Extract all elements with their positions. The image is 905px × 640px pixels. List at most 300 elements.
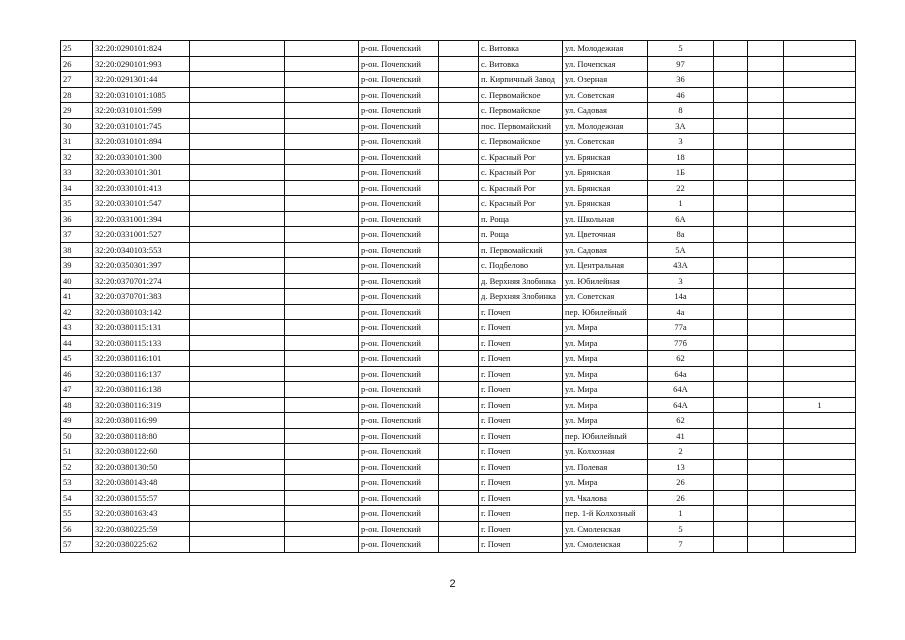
empty-cell [285,41,359,57]
extra-value-cell [784,506,856,522]
empty-cell [748,87,784,103]
locality-cell: г. Почеп [479,428,563,444]
house-number-cell: 13 [648,459,714,475]
cadastral-number-cell: 32:20:0380155:57 [93,490,190,506]
empty-cell [190,56,285,72]
locality-cell: с. Красный Рог [479,149,563,165]
empty-cell [714,165,748,181]
table-row [61,87,856,103]
empty-cell [439,475,479,491]
cadastral-number-cell: 32:20:0350301:397 [93,258,190,274]
empty-cell [190,165,285,181]
house-number-cell: 6А [648,211,714,227]
empty-cell [285,537,359,553]
empty-cell [439,506,479,522]
empty-cell [439,227,479,243]
house-number-cell: 2 [648,444,714,460]
row-number-cell: 45 [61,351,93,367]
locality-cell: с. Витовка [479,56,563,72]
empty-cell [285,521,359,537]
district-cell: р-он. Почепский [359,258,439,274]
empty-cell [285,459,359,475]
extra-value-cell [784,242,856,258]
empty-cell [285,149,359,165]
empty-cell [714,196,748,212]
empty-cell [439,103,479,119]
row-number-cell: 50 [61,428,93,444]
locality-cell: п. Роща [479,227,563,243]
empty-cell [285,335,359,351]
cadastral-number-cell: 32:20:0380115:133 [93,335,190,351]
empty-cell [439,211,479,227]
empty-cell [748,149,784,165]
street-cell: ул. Юбилейная [563,273,648,289]
row-number-cell: 28 [61,87,93,103]
locality-cell: г. Почеп [479,320,563,336]
cadastral-number-cell: 32:20:0380130:50 [93,459,190,475]
street-cell: ул. Мира [563,320,648,336]
extra-value-cell [784,289,856,305]
table-row [61,227,856,243]
extra-value-cell [784,41,856,57]
empty-cell [748,273,784,289]
district-cell: р-он. Почепский [359,397,439,413]
empty-cell [190,211,285,227]
extra-value-cell [784,134,856,150]
table-row [61,459,856,475]
table-row [61,258,856,274]
empty-cell [285,351,359,367]
empty-cell [748,428,784,444]
house-number-cell: 43А [648,258,714,274]
locality-cell: с. Красный Рог [479,180,563,196]
empty-cell [439,196,479,212]
table-row [61,506,856,522]
house-number-cell: 46 [648,87,714,103]
empty-cell [439,87,479,103]
empty-cell [748,413,784,429]
street-cell: ул. Брянская [563,196,648,212]
empty-cell [285,273,359,289]
empty-cell [748,506,784,522]
empty-cell [439,165,479,181]
empty-cell [714,41,748,57]
district-cell: р-он. Почепский [359,196,439,212]
row-number-cell: 38 [61,242,93,258]
locality-cell: с. Первомайское [479,134,563,150]
empty-cell [748,242,784,258]
house-number-cell: 64А [648,397,714,413]
locality-cell: с. Первомайское [479,103,563,119]
cadastral-number-cell: 32:20:0290101:993 [93,56,190,72]
extra-value-cell [784,211,856,227]
house-number-cell: 1 [648,506,714,522]
cadastral-number-cell: 32:20:0330101:547 [93,196,190,212]
cadastral-number-cell: 32:20:0380163:43 [93,506,190,522]
empty-cell [285,227,359,243]
street-cell: ул. Полевая [563,459,648,475]
locality-cell: г. Почеп [479,521,563,537]
street-cell: ул. Смоленская [563,521,648,537]
empty-cell [748,72,784,88]
house-number-cell: 3А [648,118,714,134]
empty-cell [285,289,359,305]
empty-cell [439,382,479,398]
empty-cell [748,196,784,212]
empty-cell [439,56,479,72]
empty-cell [190,506,285,522]
house-number-cell: 18 [648,149,714,165]
row-number-cell: 34 [61,180,93,196]
extra-value-cell [784,103,856,119]
extra-value-cell [784,227,856,243]
row-number-cell: 55 [61,506,93,522]
empty-cell [285,413,359,429]
table-row [61,273,856,289]
empty-cell [714,242,748,258]
table-row [61,118,856,134]
table-row [61,103,856,119]
extra-value-cell [784,475,856,491]
street-cell: ул. Брянская [563,149,648,165]
empty-cell [748,521,784,537]
street-cell: ул. Молодежная [563,41,648,57]
cadastral-number-cell: 32:20:0290101:824 [93,41,190,57]
empty-cell [190,397,285,413]
district-cell: р-он. Почепский [359,320,439,336]
empty-cell [748,490,784,506]
district-cell: р-он. Почепский [359,459,439,475]
table-row [61,490,856,506]
empty-cell [285,506,359,522]
district-cell: р-он. Почепский [359,103,439,119]
empty-cell [285,56,359,72]
empty-cell [190,196,285,212]
row-number-cell: 29 [61,103,93,119]
cadastral-number-cell: 32:20:0330101:300 [93,149,190,165]
row-number-cell: 36 [61,211,93,227]
locality-cell: с. Первомайское [479,87,563,103]
empty-cell [190,134,285,150]
empty-cell [714,103,748,119]
empty-cell [439,413,479,429]
empty-cell [748,397,784,413]
cadastral-number-cell: 32:20:0380116:137 [93,366,190,382]
empty-cell [190,87,285,103]
table-row [61,320,856,336]
house-number-cell: 77б [648,335,714,351]
street-cell: ул. Смоленская [563,537,648,553]
empty-cell [714,521,748,537]
locality-cell: с. Красный Рог [479,165,563,181]
district-cell: р-он. Почепский [359,304,439,320]
row-number-cell: 41 [61,289,93,305]
locality-cell: д. Верхняя Злобинка [479,273,563,289]
extra-value-cell [784,490,856,506]
table-row [61,366,856,382]
empty-cell [439,118,479,134]
locality-cell: г. Почеп [479,335,563,351]
cadastral-number-cell: 32:20:0370701:383 [93,289,190,305]
empty-cell [748,134,784,150]
district-cell: р-он. Почепский [359,335,439,351]
cadastral-number-cell: 32:20:0291301:44 [93,72,190,88]
empty-cell [714,304,748,320]
cadastral-number-cell: 32:20:0310101:599 [93,103,190,119]
empty-cell [285,242,359,258]
locality-cell: с. Подбелово [479,258,563,274]
empty-cell [748,56,784,72]
street-cell: ул. Советская [563,134,648,150]
empty-cell [714,506,748,522]
house-number-cell: 62 [648,351,714,367]
empty-cell [190,273,285,289]
extra-value-cell [784,180,856,196]
district-cell: р-он. Почепский [359,428,439,444]
empty-cell [714,444,748,460]
district-cell: р-он. Почепский [359,490,439,506]
district-cell: р-он. Почепский [359,180,439,196]
empty-cell [439,459,479,475]
empty-cell [714,134,748,150]
extra-value-cell [784,459,856,475]
extra-value-cell [784,521,856,537]
table-row [61,537,856,553]
district-cell: р-он. Почепский [359,289,439,305]
district-cell: р-он. Почепский [359,118,439,134]
cadastral-number-cell: 32:20:0380122:60 [93,444,190,460]
empty-cell [190,490,285,506]
street-cell: ул. Садовая [563,103,648,119]
street-cell: ул. Брянская [563,180,648,196]
row-number-cell: 39 [61,258,93,274]
street-cell: ул. Брянская [563,165,648,181]
empty-cell [439,335,479,351]
empty-cell [714,320,748,336]
empty-cell [439,444,479,460]
district-cell: р-он. Почепский [359,382,439,398]
extra-value-cell [784,165,856,181]
cadastral-number-cell: 32:20:0331001:527 [93,227,190,243]
extra-value-cell [784,304,856,320]
empty-cell [190,475,285,491]
empty-cell [439,320,479,336]
empty-cell [285,211,359,227]
empty-cell [748,366,784,382]
street-cell: ул. Советская [563,289,648,305]
empty-cell [714,475,748,491]
empty-cell [748,351,784,367]
street-cell: ул. Чкалова [563,490,648,506]
house-number-cell: 22 [648,180,714,196]
empty-cell [439,351,479,367]
table-row [61,335,856,351]
row-number-cell: 53 [61,475,93,491]
district-cell: р-он. Почепский [359,537,439,553]
cadastral-number-cell: 32:20:0380116:138 [93,382,190,398]
empty-cell [748,459,784,475]
row-number-cell: 25 [61,41,93,57]
empty-cell [714,56,748,72]
empty-cell [190,258,285,274]
house-number-cell: 8 [648,103,714,119]
district-cell: р-он. Почепский [359,87,439,103]
district-cell: р-он. Почепский [359,506,439,522]
street-cell: ул. Колхозная [563,444,648,460]
locality-cell: п. Первомайский [479,242,563,258]
table-row [61,382,856,398]
extra-value-cell [784,413,856,429]
cadastral-number-cell: 32:20:0380118:80 [93,428,190,444]
table-row [61,428,856,444]
empty-cell [748,537,784,553]
house-number-cell: 14а [648,289,714,305]
empty-cell [439,149,479,165]
row-number-cell: 51 [61,444,93,460]
locality-cell: г. Почеп [479,444,563,460]
extra-value-cell [784,335,856,351]
house-number-cell: 5 [648,41,714,57]
empty-cell [285,490,359,506]
empty-cell [190,366,285,382]
table-row [61,397,856,413]
table-row [61,475,856,491]
house-number-cell: 26 [648,475,714,491]
empty-cell [190,72,285,88]
extra-value-cell [784,258,856,274]
locality-cell: г. Почеп [479,351,563,367]
street-cell: ул. Цветочная [563,227,648,243]
house-number-cell: 97 [648,56,714,72]
empty-cell [439,258,479,274]
district-cell: р-он. Почепский [359,72,439,88]
street-cell: ул. Мира [563,351,648,367]
locality-cell: г. Почеп [479,397,563,413]
empty-cell [285,118,359,134]
empty-cell [285,320,359,336]
empty-cell [285,304,359,320]
empty-cell [439,134,479,150]
empty-cell [714,366,748,382]
row-number-cell: 43 [61,320,93,336]
empty-cell [714,72,748,88]
district-cell: р-он. Почепский [359,413,439,429]
extra-value-cell [784,72,856,88]
empty-cell [190,304,285,320]
extra-value-cell [784,382,856,398]
extra-value-cell [784,351,856,367]
cadastral-number-cell: 32:20:0331001:394 [93,211,190,227]
house-number-cell: 3 [648,273,714,289]
empty-cell [190,413,285,429]
house-number-cell: 64а [648,366,714,382]
street-cell: ул. Мира [563,366,648,382]
empty-cell [439,273,479,289]
empty-cell [714,180,748,196]
cadastral-number-cell: 32:20:0330101:301 [93,165,190,181]
row-number-cell: 37 [61,227,93,243]
row-number-cell: 33 [61,165,93,181]
empty-cell [748,335,784,351]
empty-cell [285,397,359,413]
table-row [61,211,856,227]
empty-cell [748,320,784,336]
locality-cell: г. Почеп [479,382,563,398]
row-number-cell: 32 [61,149,93,165]
empty-cell [439,289,479,305]
row-number-cell: 49 [61,413,93,429]
cadastral-number-cell: 32:20:0380143:48 [93,475,190,491]
empty-cell [714,335,748,351]
empty-cell [285,72,359,88]
cadastral-number-cell: 32:20:0380116:101 [93,351,190,367]
empty-cell [439,490,479,506]
page-number: 2 [449,578,456,590]
row-number-cell: 54 [61,490,93,506]
table-row [61,289,856,305]
empty-cell [190,227,285,243]
extra-value-cell: 1 [784,397,856,413]
row-number-cell: 30 [61,118,93,134]
empty-cell [748,258,784,274]
empty-cell [285,165,359,181]
street-cell: ул. Центральная [563,258,648,274]
table-row [61,41,856,57]
empty-cell [285,428,359,444]
empty-cell [714,258,748,274]
row-number-cell: 31 [61,134,93,150]
empty-cell [190,428,285,444]
empty-cell [190,444,285,460]
row-number-cell: 26 [61,56,93,72]
extra-value-cell [784,273,856,289]
cadastral-number-cell: 32:20:0330101:413 [93,180,190,196]
street-cell: ул. Мира [563,382,648,398]
table-row [61,521,856,537]
table-row [61,56,856,72]
empty-cell [439,41,479,57]
district-cell: р-он. Почепский [359,227,439,243]
empty-cell [190,149,285,165]
empty-cell [748,444,784,460]
empty-cell [190,242,285,258]
empty-cell [714,413,748,429]
row-number-cell: 56 [61,521,93,537]
table-row [61,242,856,258]
house-number-cell: 41 [648,428,714,444]
empty-cell [285,258,359,274]
empty-cell [190,351,285,367]
empty-cell [285,366,359,382]
house-number-cell: 4а [648,304,714,320]
empty-cell [714,351,748,367]
row-number-cell: 44 [61,335,93,351]
house-number-cell: 3 [648,134,714,150]
table-row [61,134,856,150]
empty-cell [714,211,748,227]
table-row [61,196,856,212]
empty-cell [748,103,784,119]
street-cell: ул. Мира [563,397,648,413]
empty-cell [190,180,285,196]
empty-cell [439,72,479,88]
locality-cell: с. Витовка [479,41,563,57]
house-number-cell: 36 [648,72,714,88]
empty-cell [190,103,285,119]
street-cell: ул. Почепская [563,56,648,72]
house-number-cell: 1Б [648,165,714,181]
street-cell: ул. Озерная [563,72,648,88]
